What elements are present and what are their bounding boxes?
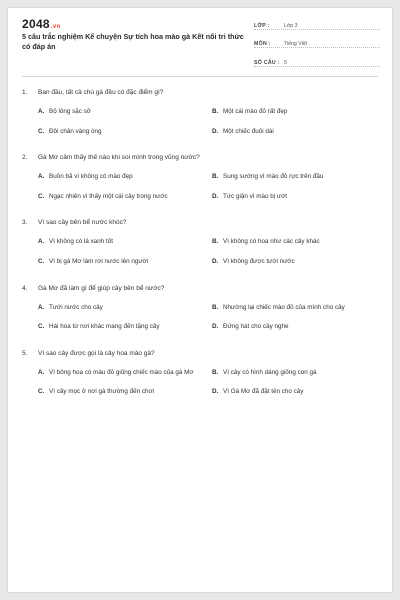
option-a[interactable]: [38, 173, 210, 182]
option-letter: A.: [38, 368, 45, 376]
worksheet-page: [8, 8, 392, 592]
question-number: 3.: [22, 219, 28, 227]
option-b[interactable]: [212, 108, 384, 117]
question-3: [22, 218, 378, 266]
question-prompt: Vì sao cây được gọi là cây hoa mào gà?: [38, 349, 155, 357]
meta-subject: [254, 35, 380, 49]
option-d[interactable]: [212, 193, 384, 202]
option-text: Nhường lại chiếc mào đỏ của mình cho cây: [223, 303, 345, 311]
option-b[interactable]: [212, 238, 384, 247]
question-number: 2.: [22, 154, 28, 162]
option-c[interactable]: [38, 193, 210, 202]
option-a[interactable]: [38, 369, 210, 378]
site-logo[interactable]: [22, 17, 60, 31]
answer-options: [38, 238, 378, 266]
option-a[interactable]: [38, 238, 210, 247]
option-letter: B.: [212, 238, 219, 246]
option-text: Vì bị gà Mơ làm rơi nước lên người: [49, 257, 149, 265]
option-text: Vì bông hoa có màu đỏ giống chiếc mào của gà Mơ: [49, 368, 194, 376]
meta-grade: [254, 16, 380, 30]
meta-value: 5: [284, 59, 287, 66]
option-text: Hái hoa từ nơi khác mang đến tặng cây: [49, 323, 160, 331]
option-d[interactable]: [212, 128, 384, 137]
question-text: [22, 153, 378, 162]
option-text: Vì không có lá xanh tốt: [49, 238, 114, 246]
question-2: [22, 153, 378, 201]
option-text: Vì không có hoa như các cây khác: [223, 238, 320, 246]
option-letter: D.: [212, 323, 219, 331]
option-text: Bộ lông sặc sỡ: [49, 108, 91, 115]
option-letter: C.: [38, 192, 45, 200]
question-1: [22, 88, 378, 136]
logo-suffix: .vn: [50, 24, 61, 30]
header-divider: [22, 76, 378, 77]
question-prompt: Gà Mơ đã làm gì để giúp cây bên bể nước?: [38, 284, 165, 292]
option-text: Tức giận vì mào bị ướt: [223, 192, 288, 200]
option-a[interactable]: [38, 108, 210, 117]
option-text: Tưới nước cho cây: [49, 303, 103, 311]
meta-label: MÔN :: [254, 41, 271, 47]
answer-options: [38, 369, 378, 397]
worksheet-header: [8, 8, 392, 70]
option-text: Một cái mào đỏ rất đẹp: [223, 108, 288, 115]
option-text: Buồn bã vì không có mào đẹp: [49, 173, 133, 181]
meta-value: Tiếng Việt: [284, 41, 308, 47]
worksheet-title: 5 câu trắc nghiệm Kể chuyện Sự tích hoa mào gà Kết nối tri thức có đáp án: [22, 32, 244, 51]
option-c[interactable]: [38, 258, 210, 267]
meta-question-count: [254, 53, 380, 67]
meta-label: SỐ CÂU :: [254, 59, 280, 66]
option-text: Sung sướng vì mào đỏ rực trên đầu: [223, 173, 324, 181]
option-letter: A.: [38, 108, 45, 115]
worksheet-meta: [254, 16, 380, 72]
question-text: [22, 88, 378, 97]
question-text: [22, 284, 378, 293]
option-c[interactable]: [38, 388, 210, 397]
option-letter: A.: [38, 238, 45, 246]
option-letter: C.: [38, 388, 45, 396]
option-text: Một chiếc đuôi dài: [223, 127, 274, 135]
question-prompt: Ban đầu, tất cả chú gà đều có đặc điểm gì?: [38, 89, 164, 96]
option-a[interactable]: [38, 304, 210, 313]
question-prompt: Gà Mơ cảm thấy thế nào khi soi mình trong vũng nước?: [38, 154, 200, 162]
option-d[interactable]: [212, 323, 384, 332]
option-letter: C.: [38, 127, 45, 135]
meta-label: LỚP :: [254, 22, 270, 29]
question-4: [22, 284, 378, 332]
question-number: 1.: [22, 89, 28, 96]
option-letter: C.: [38, 257, 45, 265]
logo-text: 2048: [22, 17, 50, 31]
option-text: Vì Gà Mơ đã đặt tên cho cây: [223, 388, 304, 396]
answer-options: [38, 108, 378, 136]
option-c[interactable]: [38, 128, 210, 137]
answer-options: [38, 173, 378, 201]
option-text: Đôi chân vàng óng: [49, 127, 102, 135]
question-text: [22, 218, 378, 227]
question-text: [22, 349, 378, 358]
answer-options: [38, 304, 378, 332]
question-number: 4.: [22, 284, 28, 292]
option-b[interactable]: [212, 369, 384, 378]
option-letter: D.: [212, 388, 219, 396]
option-letter: A.: [38, 173, 45, 181]
option-letter: A.: [38, 303, 45, 311]
question-prompt: Vì sao cây bên bể nước khóc?: [38, 219, 127, 227]
option-letter: C.: [38, 323, 45, 331]
question-list: [22, 88, 378, 414]
option-text: Vì cây mọc ở nơi gà thường đến chơi: [49, 388, 155, 396]
question-5: [22, 349, 378, 397]
option-letter: B.: [212, 108, 219, 115]
option-text: Vì không được tưới nước: [223, 257, 295, 265]
option-letter: D.: [212, 192, 219, 200]
option-c[interactable]: [38, 323, 210, 332]
option-letter: B.: [212, 368, 219, 376]
option-b[interactable]: [212, 304, 384, 313]
option-b[interactable]: [212, 173, 384, 182]
option-text: Vì cây có hình dáng giống con gà: [223, 368, 317, 376]
option-letter: B.: [212, 173, 219, 181]
meta-value: Lớp 3: [284, 22, 298, 29]
option-d[interactable]: [212, 388, 384, 397]
option-d[interactable]: [212, 258, 384, 267]
option-letter: D.: [212, 257, 219, 265]
option-letter: B.: [212, 303, 219, 311]
option-text: Ngạc nhiên vì thấy một cái cây trong nước: [49, 192, 168, 200]
question-number: 5.: [22, 349, 28, 357]
option-text: Đứng hát cho cây nghe: [223, 323, 289, 331]
option-letter: D.: [212, 127, 219, 135]
